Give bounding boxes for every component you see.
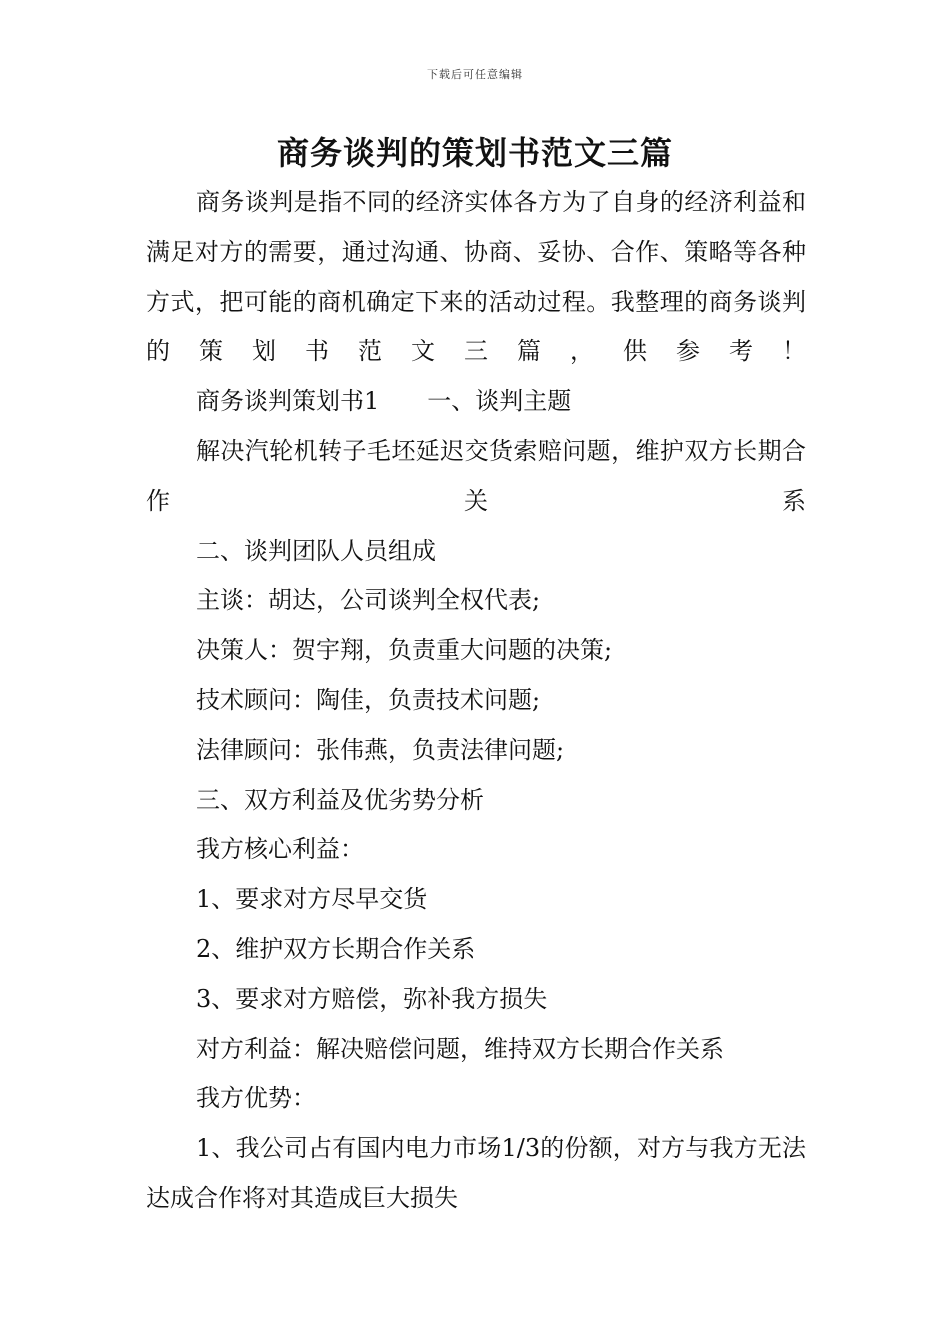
paragraph-core-interests: 我方核心利益：: [196, 835, 364, 864]
paragraph-team-lead: 主谈：胡达，公司谈判全权代表;: [196, 586, 541, 615]
paragraph-plan-1-topic: 商务谈判策划书1 一、谈判主题: [196, 387, 572, 416]
page-header-note: 下载后可任意编辑: [427, 68, 523, 81]
document-body: [146, 178, 806, 1224]
paragraph-advantage-1: 1、我公司占有国内电力市场1/3的份额，对方与我方无法达成合作将对其造成巨大损失: [146, 1134, 806, 1212]
paragraph-interest-1: 1、要求对方尽早交货: [196, 885, 428, 914]
paragraph-section-analysis: 三、双方利益及优劣势分析: [196, 785, 484, 814]
paragraph-section-team: 二、谈判团队人员组成: [196, 536, 436, 565]
paragraph-interest-2: 2、维护双方长期合作关系: [196, 934, 476, 963]
document-title: 商务谈判的策划书范文三篇: [276, 134, 673, 172]
paragraph-interest-3: 3、要求对方赔偿，弥补我方损失: [196, 984, 548, 1013]
paragraph-topic-content: 解决汽轮机转子毛坯延迟交货索赔问题，维护双方长期合作关系: [146, 436, 806, 515]
paragraph-intro: 商务谈判是指不同的经济实体各方为了自身的经济利益和满足对方的需要，通过沟通、协商、妥协、合作、策略等各种方式，把可能的商机确定下来的活动过程。我整理的商务谈判的策划书范文三篇，供参考！: [146, 188, 806, 366]
paragraph-team-decision-maker: 决策人：贺宇翔，负责重大问题的决策;: [196, 636, 613, 665]
paragraph-team-legal-advisor: 法律顾问：张伟燕，负责法律问题;: [196, 735, 565, 764]
paragraph-counterpart-interests: 对方利益：解决赔偿问题，维持双方长期合作关系: [196, 1034, 724, 1063]
paragraph-our-advantages: 我方优势：: [196, 1084, 316, 1113]
paragraph-team-tech-advisor: 技术顾问：陶佳，负责技术问题;: [196, 685, 541, 714]
